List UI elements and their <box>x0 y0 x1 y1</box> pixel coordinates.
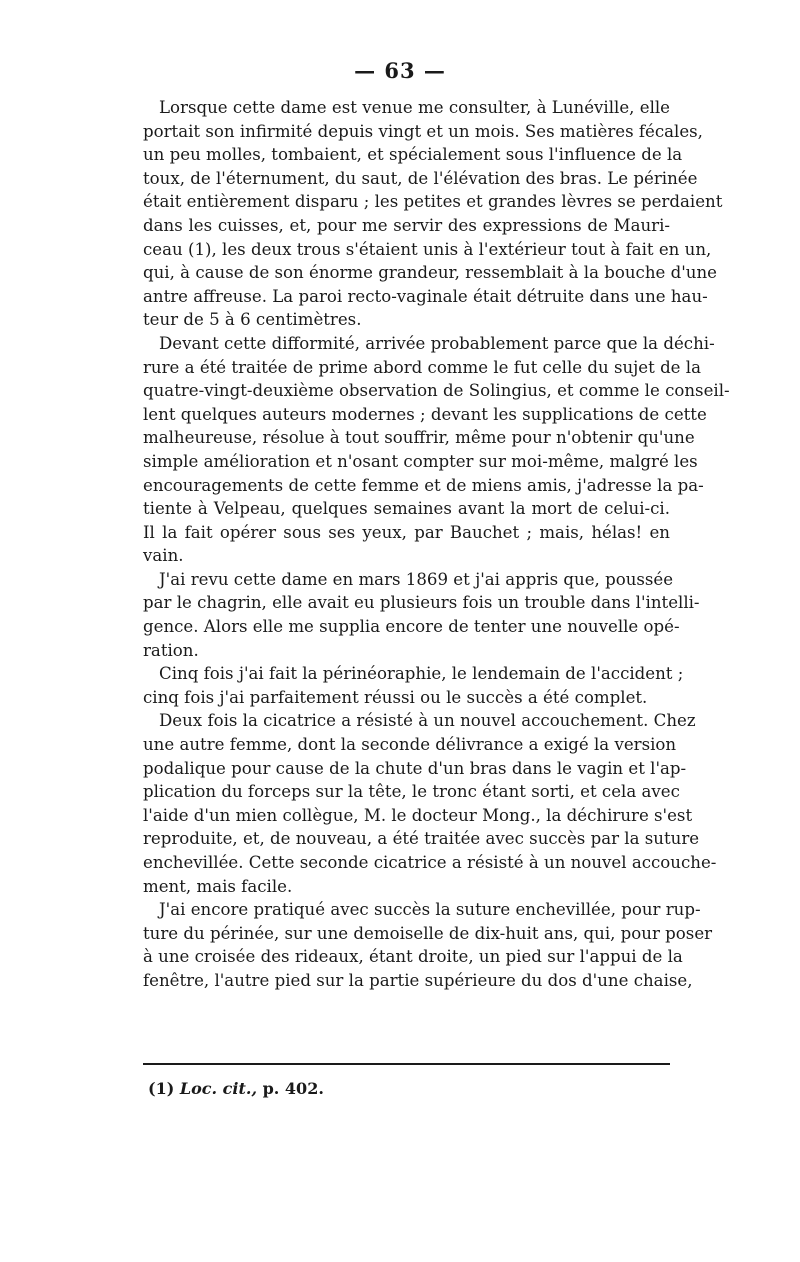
text-line: était entièrement disparu ; les petites et grandes lèvres se perdaient <box>143 192 723 212</box>
footnote-marker: (1) <box>148 1079 175 1098</box>
text-line: J'ai revu cette dame en mars 1869 et j'ai appris que, poussée <box>159 569 674 589</box>
paragraph <box>143 662 684 709</box>
footnote-citation: Loc. cit., <box>179 1079 258 1098</box>
text-line: gence. Alors elle me supplia encore de tenter une nouvelle opé- <box>143 617 680 637</box>
body-text <box>143 96 730 993</box>
text-line: portait son infirmité depuis vingt et un mois. Ses matières fécales, <box>143 121 703 141</box>
text-line: toux, de l'éternument, du saut, de l'élévation des bras. Le périnée <box>143 168 698 188</box>
paragraph <box>143 568 700 662</box>
text-line: un peu molles, tombaient, et spécialement sous l'influence de la <box>143 145 683 165</box>
paragraph <box>143 96 723 332</box>
text-line: ture du périnée, sur une demoiselle de dix-huit ans, qui, pour poser <box>143 923 713 943</box>
text-line: ceau (1), les deux trous s'étaient unis à l'extérieur tout à fait en un, <box>143 239 712 259</box>
text-line: Devant cette difformité, arrivée probablement parce que la déchi- <box>159 333 715 353</box>
text-line: plication du forceps sur la tête, le tronc étant sorti, et cela avec <box>143 782 680 802</box>
text-line: ment, mais facile. <box>143 876 293 896</box>
text-line: rure a été traitée de prime abord comme le fut celle du sujet de la <box>143 357 701 377</box>
footnote <box>148 1079 324 1098</box>
text-line: podalique pour cause de la chute d'un bras dans le vagin et l'ap- <box>143 758 687 778</box>
text-line: l'aide d'un mien collègue, M. le docteur Mong., la déchirure s'est <box>143 805 693 825</box>
text-line: Cinq fois j'ai fait la périnéoraphie, le lendemain de l'accident ; <box>159 664 684 684</box>
text-line: Deux fois la cicatrice a résisté à un nouvel accouchement. Chez <box>159 711 696 731</box>
footnote-divider <box>143 1063 670 1065</box>
page-number: — 63 — <box>354 58 446 83</box>
text-line: J'ai encore pratiqué avec succès la suture enchevillée, pour rup- <box>159 900 701 920</box>
text-line: qui, à cause de son énorme grandeur, ressemblait à la bouche d'une <box>143 263 717 283</box>
text-line: encouragements de cette femme et de miens amis, j'adresse la pa- <box>143 475 704 495</box>
footnote-page: p. 402. <box>262 1079 324 1098</box>
text-line: fenêtre, l'autre pied sur la partie supérieure du dos d'une chaise, <box>143 970 693 990</box>
text-line: malheureuse, résolue à tout souffrir, même pour n'obtenir qu'une <box>143 428 695 448</box>
text-line: teur de 5 à 6 centimètres. <box>143 310 362 330</box>
paragraph <box>143 898 713 992</box>
text-line: vain. <box>143 546 184 566</box>
text-line: cinq fois j'ai parfaitement réussi ou le succès a été complet. <box>143 687 648 707</box>
text-line: dans les cuisses, et, pour me servir des expressions de Mauri- <box>143 215 670 235</box>
text-line: à une croisée des rideaux, étant droite, un pied sur l'appui de la <box>143 947 683 967</box>
text-line: quatre-vingt-deuxième observation de Solingius, et comme le conseil- <box>143 381 730 401</box>
text-line: lent quelques auteurs modernes ; devant les supplications de cette <box>143 404 707 424</box>
text-line: Lorsque cette dame est venue me consulter, à Lunéville, elle <box>159 98 670 117</box>
text-line: une autre femme, dont la seconde délivrance a exigé la version <box>143 735 677 755</box>
text-line: antre affreuse. La paroi recto-vaginale était détruite dans une hau- <box>143 286 708 306</box>
text-line: par le chagrin, elle avait eu plusieurs fois un trouble dans l'intelli- <box>143 593 700 613</box>
paragraph <box>143 332 730 568</box>
text-line: ration. <box>143 640 199 660</box>
paragraph <box>143 709 717 898</box>
text-line: Il la fait opérer sous ses yeux, par Bauchet ; mais, hélas! en <box>143 522 670 542</box>
text-line: enchevillée. Cette seconde cicatrice a résisté à un nouvel accouche- <box>143 853 717 872</box>
text-line: reproduite, et, de nouveau, a été traitée avec succès par la suture <box>143 829 700 849</box>
text-line: simple amélioration et n'osant compter sur moi-même, malgré les <box>143 451 698 471</box>
text-line: tiente à Velpeau, quelques semaines avant la mort de celui-ci. <box>143 499 670 519</box>
